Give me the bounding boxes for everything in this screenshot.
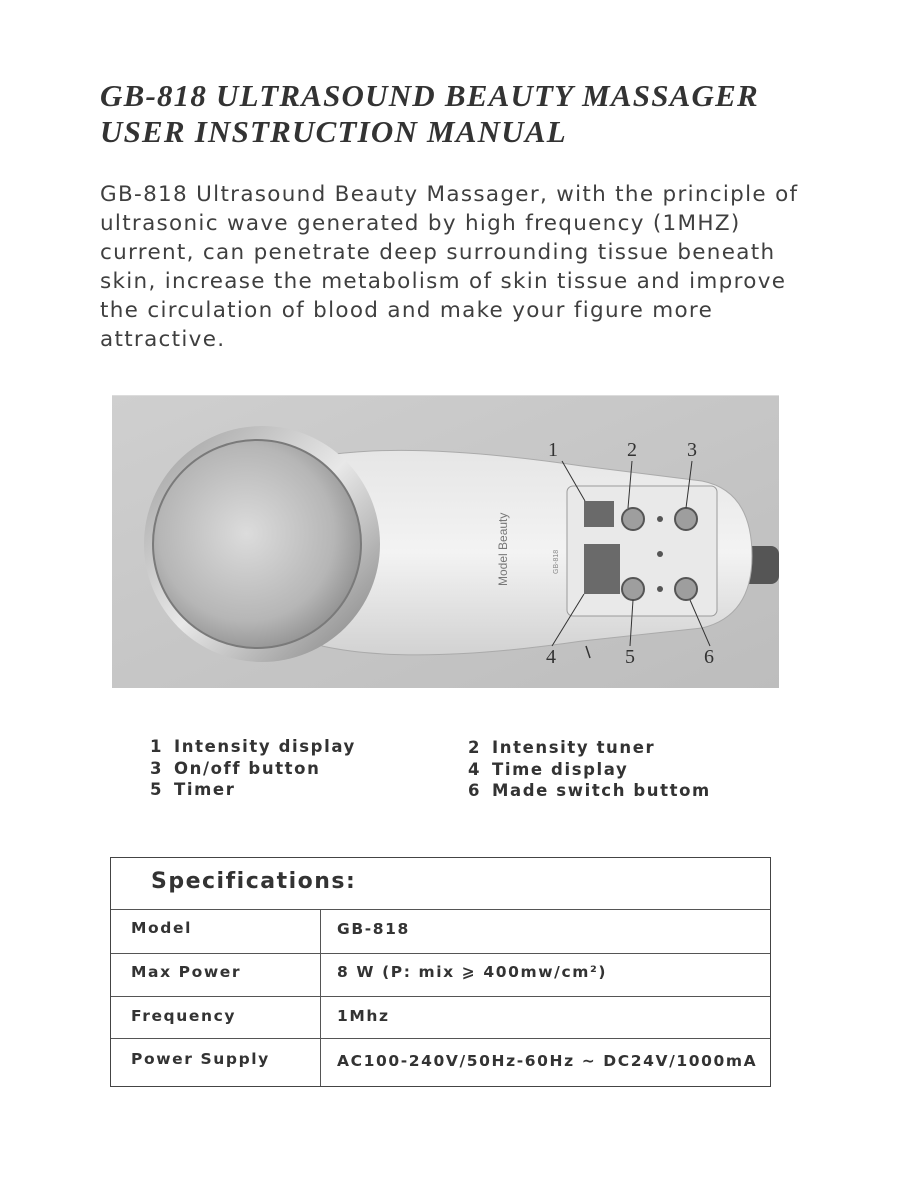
legend-left (150, 736, 356, 801)
spec-label-model: Model (131, 919, 192, 937)
legend-num: 1 (150, 737, 164, 756)
spec-value-model: GB-818 (337, 920, 410, 938)
legend-item (150, 758, 356, 780)
legend-num: 2 (468, 738, 482, 757)
legend-item (468, 759, 711, 781)
brand-text: Model Beauty (496, 512, 510, 586)
callout-2: 2 (627, 439, 637, 461)
title-line-1: GB-818 ULTRASOUND BEAUTY MASSAGER (100, 78, 759, 113)
title-line-2: USER INSTRUCTION MANUAL (100, 114, 567, 149)
legend-item (150, 736, 356, 758)
callout-4: 4 (546, 646, 556, 668)
specifications-table (110, 857, 771, 1087)
product-photo (112, 395, 779, 688)
manual-title (100, 78, 860, 150)
specifications-heading: Specifications: (151, 869, 357, 894)
callout-5: 5 (625, 646, 635, 668)
intro-paragraph: GB-818 Ultrasound Beauty Massager, with the principle of ultrasonic wave generated by high frequency (1MHZ) current, can penetrate deep surrounding tissue beneath skin, increase the metabolism of skin tissue and improve the circulation of blood and make your figure more attractive. (100, 182, 799, 352)
legend-num: 4 (468, 759, 482, 779)
spec-value-power-supply: AC100-240V/50Hz-60Hz ~ DC24V/1000mA (337, 1052, 758, 1070)
spec-value-frequency: 1Mhz (337, 1007, 390, 1025)
legend-label: Made switch buttom (492, 781, 711, 800)
spec-label-frequency: Frequency (131, 1007, 237, 1025)
legend-item (468, 737, 711, 759)
table-divider (111, 1038, 770, 1039)
spec-label-max-power: Max Power (131, 963, 242, 981)
legend-label: Timer (174, 780, 236, 799)
callout-3: 3 (687, 439, 697, 461)
table-divider (111, 909, 770, 910)
massager-illustration (112, 396, 779, 688)
spec-label-power-supply: Power Supply (131, 1050, 270, 1068)
legend-label: Time display (492, 759, 629, 779)
callout-6: 6 (704, 646, 714, 668)
legend-right (468, 737, 711, 802)
legend-label: Intensity display (174, 737, 356, 756)
legend-item (468, 780, 711, 802)
callout-1: 1 (548, 439, 558, 461)
table-divider (111, 953, 770, 954)
legend-num: 3 (150, 758, 164, 778)
legend-item (150, 779, 356, 801)
legend-label: Intensity tuner (492, 738, 656, 757)
spec-value-max-power: 8 W (P: mix ⩾ 400mw/cm²) (337, 963, 608, 981)
legend-label: On/off button (174, 758, 321, 778)
table-column-divider (320, 909, 321, 1086)
table-divider (111, 996, 770, 997)
legend-num: 5 (150, 780, 164, 799)
legend-num: 6 (468, 781, 482, 800)
model-text: GB-818 (553, 549, 560, 574)
